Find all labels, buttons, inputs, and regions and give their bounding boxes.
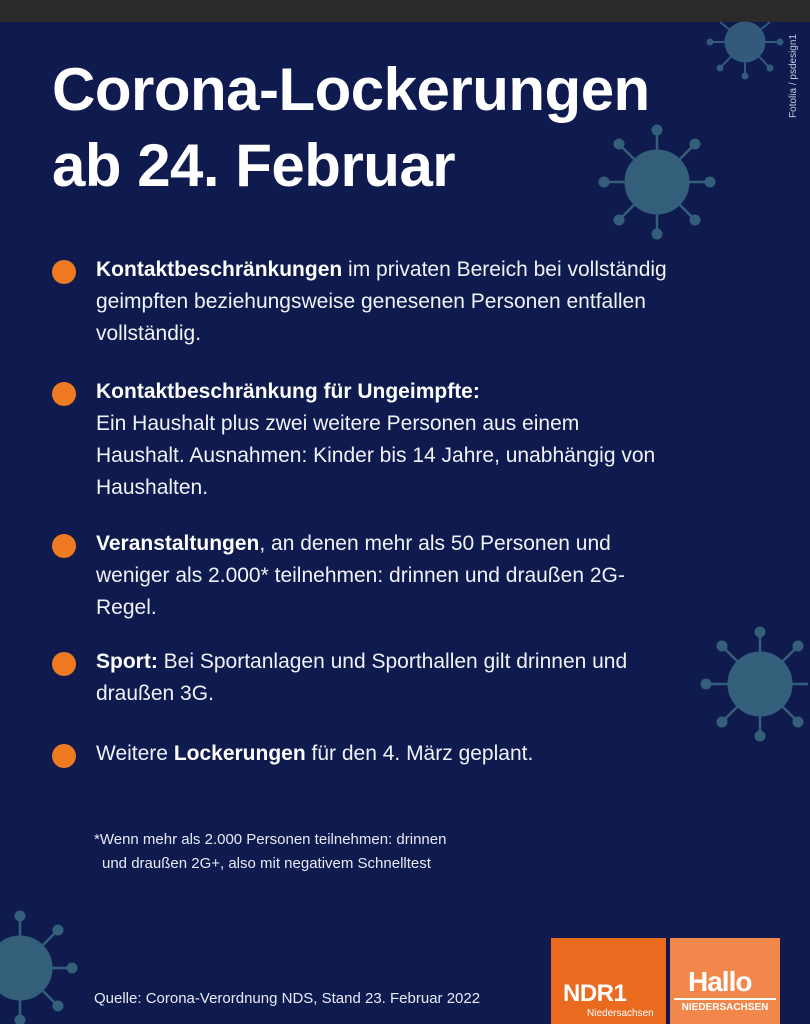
virus-illustration-top-right xyxy=(700,20,790,80)
measures-list xyxy=(52,254,672,770)
list-item xyxy=(52,528,672,624)
item-keyword: Veranstaltungen xyxy=(96,532,260,555)
photo-credit: Fotolia / psdesign1 xyxy=(788,34,799,118)
bullet-icon xyxy=(52,744,76,768)
ndr1-logo xyxy=(551,938,666,1024)
list-item xyxy=(52,376,672,504)
item-keyword: Sport: xyxy=(96,650,158,673)
hallo-niedersachsen-logo xyxy=(670,938,780,1024)
bullet-icon xyxy=(52,652,76,676)
bullet-icon xyxy=(52,534,76,558)
footnote-line-2: und draußen 2G+, also mit negativem Schnelltest xyxy=(102,855,431,872)
footnote-line-1: *Wenn mehr als 2.000 Personen teilnehmen: drinnen xyxy=(94,831,447,848)
source-note: Quelle: Corona-Verordnung NDS, Stand 23. Februar 2022 xyxy=(94,990,481,1007)
virus-illustration-right xyxy=(700,624,810,744)
item-text: Ein Haushalt plus zwei weitere Personen aus einem Haushalt. Ausnahmen: Kinder bis 14 Jahre, unabhängig von Haushalten. xyxy=(96,412,656,499)
list-item xyxy=(52,646,672,710)
list-item xyxy=(52,254,672,350)
bullet-icon xyxy=(52,260,76,284)
footnote xyxy=(94,828,554,876)
item-keyword: Lockerungen xyxy=(173,742,306,765)
top-bar xyxy=(0,0,810,22)
list-item xyxy=(52,738,672,770)
title-line-1: Corona-Lockerungen xyxy=(52,56,650,123)
ndr1-logo-subtitle: Niedersachsen xyxy=(587,1008,654,1019)
hallo-logo-text: Hallo xyxy=(688,966,752,997)
item-text: im privaten Bereich bei vollständig geimpften beziehungsweise genesenen Personen entfallen vollständig. xyxy=(96,258,667,345)
item-text: , an denen mehr als 50 Personen und weniger als 2.000* teilnehmen: drinnen und draußen 2G-Regel. xyxy=(96,532,625,619)
item-keyword: Kontaktbeschränkung für Ungeimpfte: xyxy=(96,380,480,403)
hallo-logo-subtitle: NIEDERSACHSEN xyxy=(674,998,776,1013)
item-text: Bei Sportanlagen und Sporthallen gilt drinnen und draußen 3G. xyxy=(96,650,628,705)
bullet-icon xyxy=(52,382,76,406)
item-prefix: Weitere xyxy=(96,742,174,765)
ndr1-logo-text: NDR1 xyxy=(563,980,627,1007)
virus-illustration-bottom-left xyxy=(0,908,80,1024)
item-text: für den 4. März geplant. xyxy=(305,742,534,765)
page-title xyxy=(52,52,692,204)
item-keyword: Kontaktbeschränkungen xyxy=(96,258,343,281)
title-line-2: ab 24. Februar xyxy=(52,132,456,199)
